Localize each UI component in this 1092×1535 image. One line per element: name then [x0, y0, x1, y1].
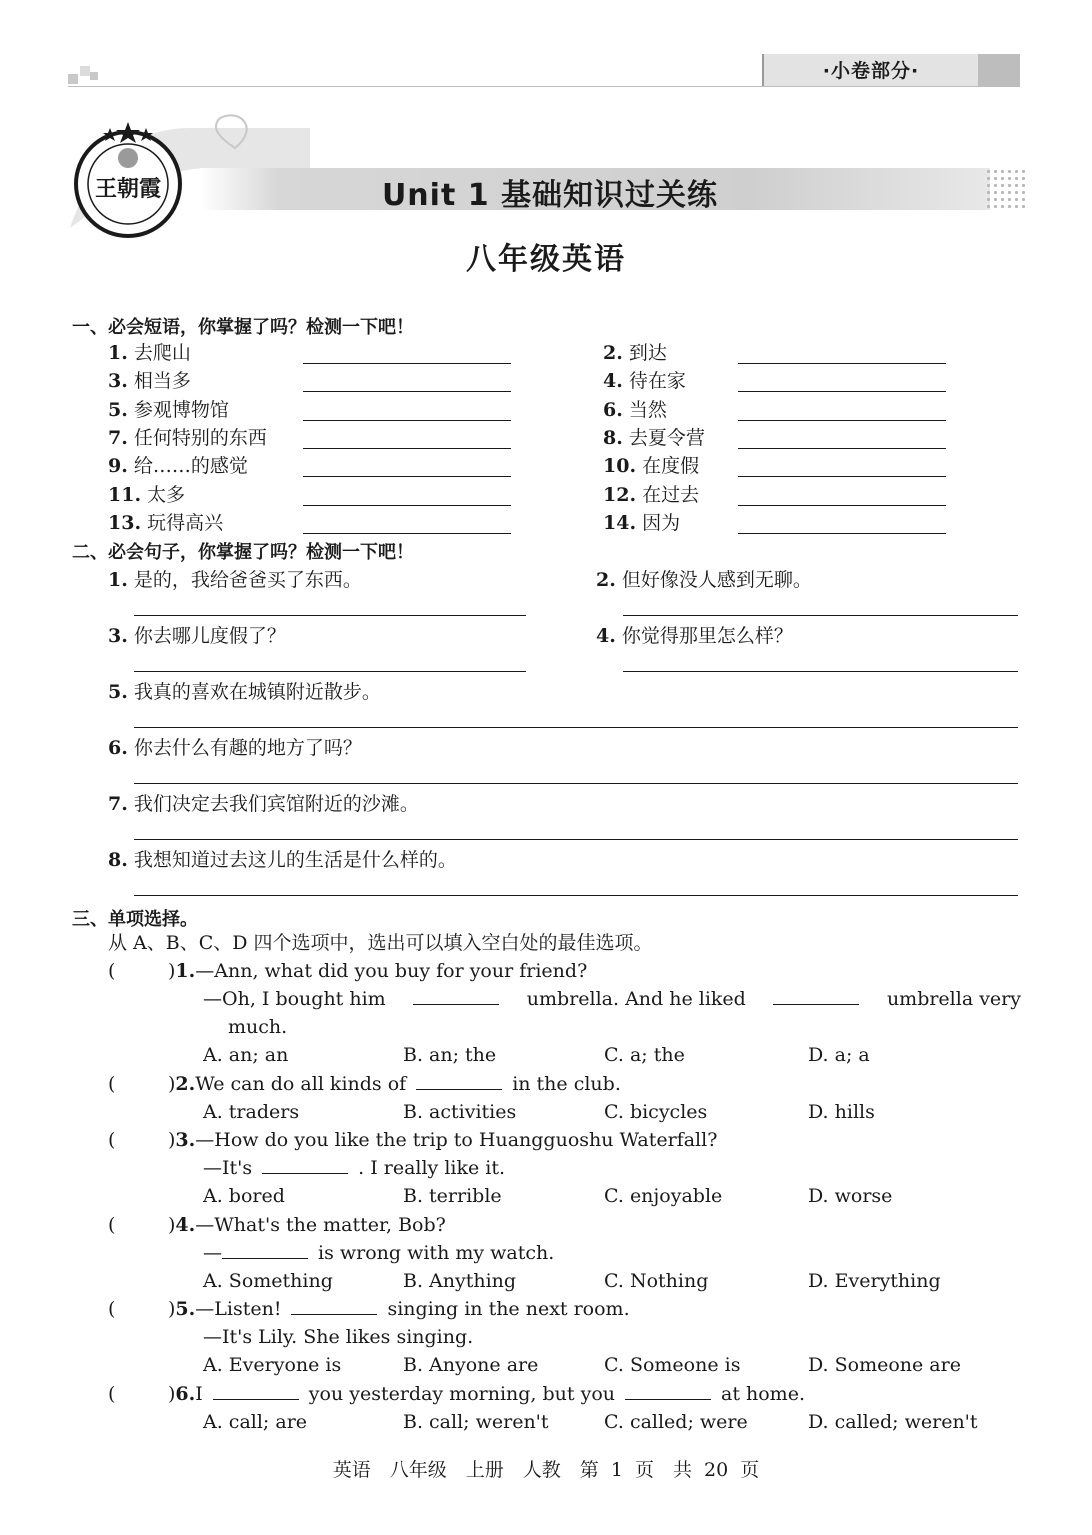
answer-blank[interactable] — [213, 1383, 299, 1400]
answer-line[interactable] — [303, 533, 511, 534]
question: ( )1.—Ann, what did you buy for your friend? — [108, 960, 588, 982]
item-number: 5. — [108, 681, 128, 703]
phrase-item — [108, 424, 267, 452]
sentence-item — [108, 734, 362, 762]
page-subtitle: 八年级英语 — [466, 242, 626, 277]
option-a[interactable]: A. Something — [203, 1270, 333, 1292]
phrase-text: 当然 — [628, 398, 667, 421]
option-c[interactable]: C. Someone is — [604, 1354, 741, 1376]
answer-line[interactable] — [738, 448, 946, 449]
question: ( )6.I you yesterday morning, but you at home. — [108, 1383, 805, 1405]
question-number: 1. — [175, 960, 196, 982]
answer-blank[interactable] — [413, 988, 499, 1005]
question-line: —It's Lily. She likes singing. — [203, 1326, 474, 1348]
question: ( )4.—What's the matter, Bob? — [108, 1214, 446, 1236]
answer-line[interactable] — [134, 895, 1018, 896]
answer-line[interactable] — [134, 839, 1018, 840]
item-number: 13. — [108, 511, 142, 534]
phrase-text: 因为 — [642, 511, 681, 534]
answer-line[interactable] — [303, 505, 511, 506]
option-d[interactable]: D. a; a — [808, 1044, 870, 1066]
option-d[interactable]: D. worse — [808, 1185, 893, 1207]
phrase-text: 去爬山 — [133, 342, 191, 364]
sentence-text: 是的，我给爸爸买了东西。 — [133, 569, 362, 591]
phrase-text: 给……的感觉 — [133, 455, 248, 478]
sentence-text: 我想知道过去这儿的生活是什么样的。 — [133, 849, 457, 871]
answer-line[interactable] — [134, 615, 526, 616]
question-number: 5. — [175, 1298, 196, 1320]
question-line: — is wrong with my watch. — [203, 1242, 555, 1264]
item-number: 12. — [603, 483, 637, 506]
answer-blank[interactable] — [625, 1383, 711, 1400]
phrase-text: 任何特别的东西 — [133, 426, 267, 449]
page-footer: 英语 八年级 上册 人教 第 1 页 共 20 页 — [332, 1459, 760, 1481]
header-rule — [68, 86, 1020, 87]
option-d[interactable]: D. Everything — [808, 1270, 941, 1292]
item-number: 4. — [603, 370, 623, 393]
option-a[interactable]: A. an; an — [203, 1044, 289, 1066]
option-b[interactable]: B. call; weren't — [403, 1411, 549, 1433]
page-title: Unit 1 基础知识过关练 — [381, 178, 719, 213]
section-tag-accent — [978, 54, 1020, 86]
option-b[interactable]: B. activities — [403, 1101, 517, 1123]
phrase-text: 在度假 — [642, 455, 700, 478]
phrase-item — [603, 367, 686, 395]
answer-line[interactable] — [738, 505, 946, 506]
answer-blank[interactable] — [773, 988, 859, 1005]
item-number: 7. — [108, 426, 128, 449]
option-a[interactable]: A. bored — [203, 1185, 285, 1207]
question-line: —It's . I really like it. — [203, 1157, 506, 1179]
answer-line[interactable] — [738, 476, 946, 477]
question-number: 6. — [175, 1383, 196, 1405]
phrase-text: 待在家 — [628, 370, 686, 393]
answer-blank[interactable] — [222, 1242, 308, 1259]
answer-line[interactable] — [623, 671, 1018, 672]
sentence-item — [108, 566, 362, 594]
phrase-item — [108, 339, 191, 367]
option-d[interactable]: D. hills — [808, 1101, 875, 1123]
answer-line[interactable] — [134, 783, 1018, 784]
phrase-text: 太多 — [147, 483, 186, 506]
item-number: 14. — [603, 511, 637, 534]
item-number: 4. — [596, 625, 616, 647]
item-number: 5. — [108, 398, 128, 421]
section3-heading: 三、单项选择。 — [72, 909, 198, 930]
option-b[interactable]: B. terrible — [403, 1185, 502, 1207]
item-number: 8. — [603, 426, 623, 449]
question-number: 2. — [175, 1073, 196, 1095]
option-a[interactable]: A. Everyone is — [203, 1354, 342, 1376]
section-tag: ·小卷部分· — [822, 60, 920, 82]
phrase-item — [603, 424, 705, 452]
answer-line[interactable] — [738, 391, 946, 392]
option-b[interactable]: B. Anything — [403, 1270, 517, 1292]
option-d[interactable]: D. Someone are — [808, 1354, 961, 1376]
section2-heading: 二、必会句子，你掌握了吗？检测一下吧！ — [72, 542, 414, 563]
question-number: 3. — [175, 1129, 196, 1151]
answer-line[interactable] — [303, 420, 511, 421]
sentence-text: 但好像没人感到无聊。 — [621, 569, 812, 591]
sentence-item — [108, 622, 286, 650]
corner-square-icon — [68, 74, 78, 84]
option-c[interactable]: C. Nothing — [604, 1270, 709, 1292]
banner-dots — [985, 168, 1025, 210]
section3-instruction: 从 A、B、C、D 四个选项中，选出可以填入空白处的最佳选项。 — [108, 932, 653, 954]
phrase-item — [108, 481, 185, 509]
answer-line[interactable] — [303, 391, 511, 392]
answer-line[interactable] — [134, 727, 1018, 728]
option-b[interactable]: B. Anyone are — [403, 1354, 539, 1376]
item-number: 10. — [603, 455, 637, 478]
sentence-text: 你觉得那里怎么样？ — [621, 625, 793, 647]
item-number: 3. — [108, 370, 128, 393]
question: ( )3.—How do you like the trip to Huangguoshu Waterfall? — [108, 1129, 718, 1151]
sentence-item — [108, 790, 419, 818]
phrase-text: 相当多 — [133, 370, 191, 393]
sentence-item — [108, 678, 381, 706]
answer-line[interactable] — [738, 420, 946, 421]
option-c[interactable]: C. enjoyable — [604, 1185, 723, 1207]
item-number: 7. — [108, 793, 128, 815]
answer-blank[interactable] — [291, 1298, 377, 1315]
item-number: 1. — [108, 342, 128, 364]
item-number: 8. — [108, 849, 128, 871]
option-a[interactable]: A. traders — [203, 1101, 300, 1123]
option-c[interactable]: C. a; the — [604, 1044, 685, 1066]
answer-line[interactable] — [134, 671, 526, 672]
option-a[interactable]: A. call; are — [203, 1411, 308, 1433]
question-line: much. — [228, 1016, 288, 1038]
phrase-item — [603, 396, 667, 424]
phrase-text: 去夏令营 — [628, 426, 705, 449]
answer-line[interactable] — [303, 448, 511, 449]
phrase-text: 在过去 — [642, 483, 700, 506]
logo-text: 王朝霞 — [94, 176, 162, 202]
item-number: 3. — [108, 625, 128, 647]
phrase-item — [108, 396, 229, 424]
sentence-item — [596, 622, 793, 650]
item-number: 2. — [596, 569, 616, 591]
corner-square-icon — [80, 66, 90, 76]
phrase-text: 到达 — [628, 342, 667, 364]
sentence-item — [108, 846, 457, 874]
phrase-text: 玩得高兴 — [147, 511, 224, 534]
answer-blank[interactable] — [416, 1073, 502, 1090]
question-number: 4. — [175, 1214, 196, 1236]
phrase-item — [603, 339, 667, 367]
question: ( )5.—Listen! singing in the next room. — [108, 1298, 630, 1320]
answer-line[interactable] — [738, 363, 946, 364]
sentence-text: 你去哪儿度假了？ — [133, 625, 286, 647]
item-number: 6. — [603, 398, 623, 421]
answer-line[interactable] — [738, 533, 946, 534]
section1-heading: 一、必会短语，你掌握了吗？检测一下吧！ — [72, 317, 414, 338]
sentence-item — [596, 566, 812, 594]
item-number: 6. — [108, 737, 128, 759]
phrase-item — [603, 481, 699, 509]
answer-line[interactable] — [303, 476, 511, 477]
item-number: 9. — [108, 455, 128, 478]
corner-square-icon — [90, 72, 98, 80]
phrase-text: 参观博物馆 — [133, 398, 229, 421]
phrase-item — [108, 452, 248, 480]
sentence-text: 你去什么有趣的地方了吗？ — [133, 737, 362, 759]
item-number: 2. — [603, 342, 623, 364]
question: ( )2.We can do all kinds of in the club. — [108, 1073, 621, 1095]
sentence-text: 我真的喜欢在城镇附近散步。 — [133, 681, 381, 703]
question-line: —Oh, I bought him umbrella. And he liked umbrella very — [203, 988, 1021, 1010]
item-number: 1. — [108, 569, 128, 591]
item-number: 11. — [108, 483, 142, 506]
option-d[interactable]: D. called; weren't — [808, 1411, 978, 1433]
answer-line[interactable] — [623, 615, 1018, 616]
option-c[interactable]: C. bicycles — [604, 1101, 708, 1123]
option-c[interactable]: C. called; were — [604, 1411, 748, 1433]
phrase-item — [603, 509, 680, 537]
sentence-text: 我们决定去我们宾馆附近的沙滩。 — [133, 793, 419, 815]
phrase-item — [108, 509, 223, 537]
answer-blank[interactable] — [262, 1157, 348, 1174]
phrase-item — [108, 367, 191, 395]
answer-line[interactable] — [303, 363, 511, 364]
option-b[interactable]: B. an; the — [403, 1044, 497, 1066]
phrase-item — [603, 452, 699, 480]
